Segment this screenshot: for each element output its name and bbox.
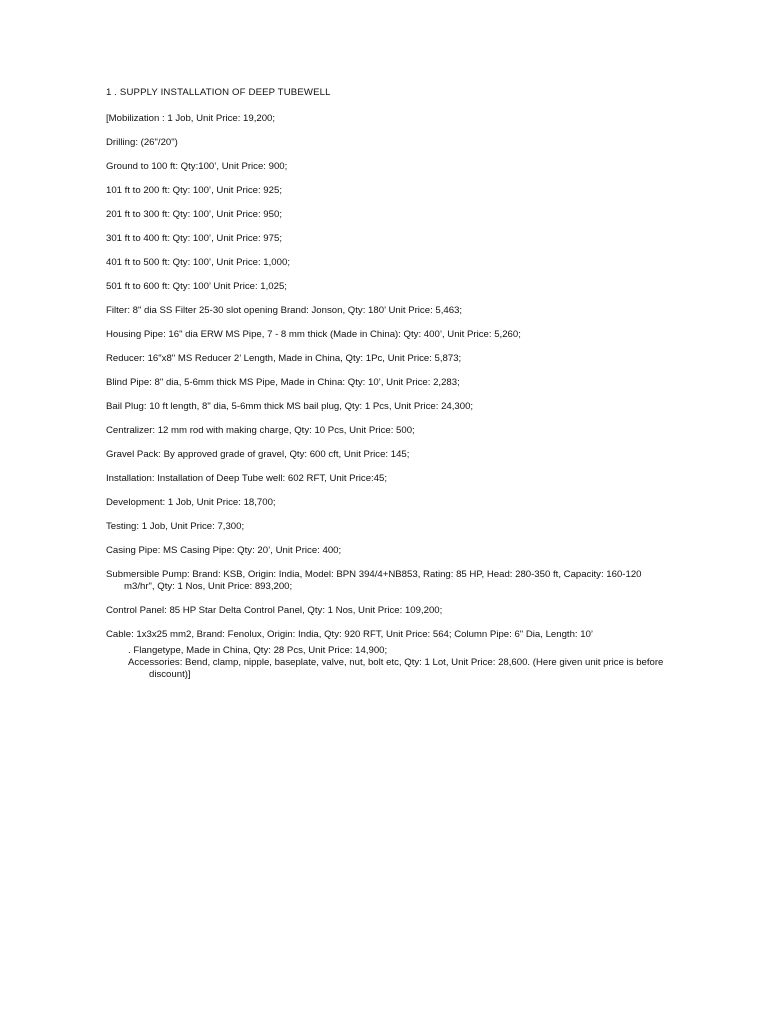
item-installation: Installation: Installation of Deep Tube well: 602 RFT, Unit Price:45; xyxy=(106,473,388,484)
item-drilling-501-600: 501 ft to 600 ft: Qty: 100’ Unit Price: 1,025; xyxy=(106,281,287,292)
item-casing-pipe: Casing Pipe: MS Casing Pipe: Qty: 20’, Unit Price: 400; xyxy=(106,545,342,556)
item-centralizer: Centralizer: 12 mm rod with making charge, Qty: 10 Pcs, Unit Price: 500; xyxy=(106,425,415,436)
item-bail-plug: Bail Plug: 10 ft length, 8" dia, 5-6mm thick MS bail plug, Qty: 1 Pcs, Unit Price: 24,300; xyxy=(106,401,474,412)
item-control-panel: Control Panel: 85 HP Star Delta Control Panel, Qty: 1 Nos, Unit Price: 109,200; xyxy=(106,605,443,616)
item-reducer: Reducer: 16"x8" MS Reducer 2’ Length, Made in China, Qty: 1Pc, Unit Price: 5,873; xyxy=(106,353,462,364)
item-drilling-301-400: 301 ft to 400 ft: Qty: 100’, Unit Price: 975; xyxy=(106,233,282,244)
item-submersible-pump: Submersible Pump: Brand: KSB, Origin: India, Model: BPN 394/4+NB853, Rating: 85 HP, Head: 280-350 ft, Capacity: 160-120 m3/hr", Qty: 1 Nos, Unit Price: 893,200; xyxy=(106,569,642,592)
item-mobilization: [Mobilization : 1 Job, Unit Price: 19,200; xyxy=(106,113,276,124)
item-blind-pipe: Blind Pipe: 8" dia, 5-6mm thick MS Pipe, Made in China: Qty: 10’, Unit Price: 2,283; xyxy=(106,377,460,388)
item-accessories: Accessories: Bend, clamp, nipple, baseplate, valve, nut, bolt etc, Qty: 1 Lot, Unit Price: 28,600. (Here given unit price is before discount)] xyxy=(128,657,664,680)
item-filter: Filter: 8" dia SS Filter 25-30 slot opening Brand: Jonson, Qty: 180’ Unit Price: 5,463; xyxy=(106,305,463,316)
item-testing: Testing: 1 Job, Unit Price: 7,300; xyxy=(106,521,245,532)
item-housing-pipe: Housing Pipe: 16" dia ERW MS Pipe, 7 - 8 mm thick (Made in China): Qty: 400’, Unit Price: 5,260; xyxy=(106,329,521,340)
section-title: 1 . SUPPLY INSTALLATION OF DEEP TUBEWELL xyxy=(106,87,331,98)
item-drilling-201-300: 201 ft to 300 ft: Qty: 100’, Unit Price: 950; xyxy=(106,209,282,220)
continuation-block xyxy=(128,645,674,681)
item-gravel-pack: Gravel Pack: By approved grade of gravel, Qty: 600 cft, Unit Price: 145; xyxy=(106,449,410,460)
item-development: Development: 1 Job, Unit Price: 18,700; xyxy=(106,497,276,508)
item-drilling-101-200: 101 ft to 200 ft: Qty: 100’, Unit Price: 925; xyxy=(106,185,282,196)
item-drilling: Drilling: (26"/20") xyxy=(106,137,178,148)
item-cable: Cable: 1x3x25 mm2, Brand: Fenolux, Origin: India, Qty: 920 RFT, Unit Price: 564; Column Pipe: 6" Dia, Length: 10’ xyxy=(106,629,594,640)
item-drilling-401-500: 401 ft to 500 ft: Qty: 100’, Unit Price: 1,000; xyxy=(106,257,290,268)
item-drilling-0-100: Ground to 100 ft: Qty:100’, Unit Price: 900; xyxy=(106,161,288,172)
document-content xyxy=(106,87,674,681)
item-column-pipe-continuation: . Flangetype, Made in China, Qty: 28 Pcs, Unit Price: 14,900; xyxy=(128,645,388,656)
